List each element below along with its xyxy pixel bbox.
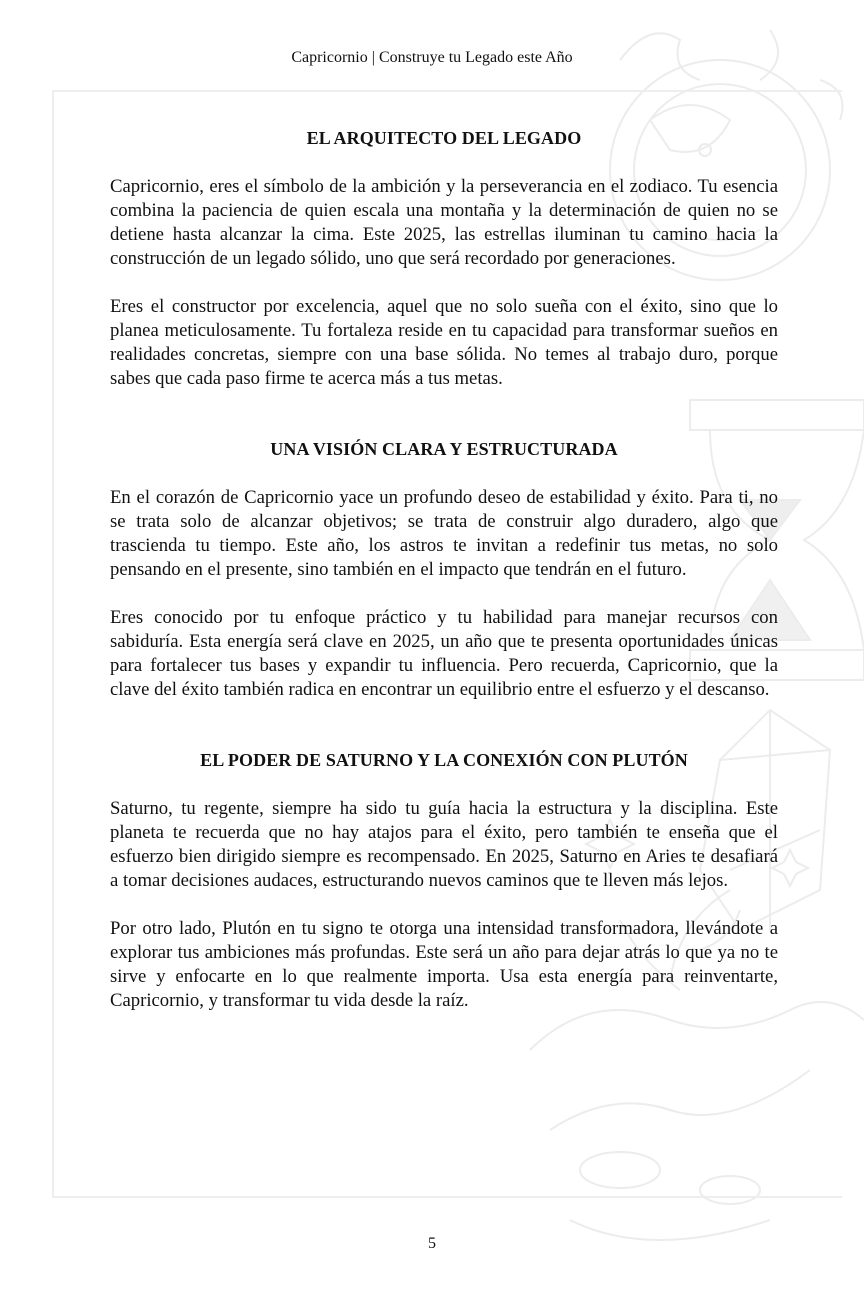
running-header: Capricornio | Construye tu Legado este Año: [291, 49, 573, 66]
paragraph: Por otro lado, Plutón en tu signo te otorga una intensidad transformadora, llevándote a explorar tus ambiciones más profundas. Este será un año para dejar atrás lo que ya no te sirve y enfocarte en lo que realmente importa. Usa esta energía para reinventarte, Capricornio, y transformar tu vida desde la raíz.: [110, 918, 778, 1011]
section-saturno: [110, 750, 778, 1013]
section-title: EL ARQUITECTO DEL LEGADO: [306, 128, 582, 148]
section-vision: [110, 439, 778, 702]
paragraph: Capricornio, eres el símbolo de la ambición y la perseverancia en el zodiaco. Tu esencia combina la paciencia de quien escala una montaña y la determinación de quien no se detiene hasta alcanzar la cima. Este 2025, las estrellas iluminan tu camino hacia la construcción de un legado sólido, uno que será recordado por generaciones.: [110, 176, 778, 269]
section-arquitecto: [110, 128, 778, 391]
section-title: EL PODER DE SATURNO Y LA CONEXIÓN CON PLUTÓN: [200, 750, 688, 770]
page-number: 5: [428, 1235, 436, 1252]
paragraph: En el corazón de Capricornio yace un profundo deseo de estabilidad y éxito. Para ti, no se trata solo de alcanzar objetivos; se trata de construir algo duradero, algo que trascienda tu tiempo. Este año, los astros te invitan a redefinir tus metas, no solo pensando en el presente, sino también en el impacto que tendrán en el futuro.: [110, 487, 778, 580]
page-content: [110, 128, 778, 1037]
paragraph: Saturno, tu regente, siempre ha sido tu guía hacia la estructura y la disciplina. Este planeta te recuerda que no hay atajos para el éxito, pero también te enseña que el esfuerzo bien dirigido siempre es recompensado. En 2025, Saturno en Aries te desafiará a tomar decisiones audaces, estructurando nuevos caminos que te lleven más lejos.: [110, 798, 778, 891]
paragraph: Eres conocido por tu enfoque práctico y tu habilidad para manejar recursos con sabiduría. Esta energía será clave en 2025, un año que te presenta oportunidades únicas para fortalecer tus bases y expandir tu influencia. Pero recuerda, Capricornio, que la clave del éxito también radica en encontrar un equilibrio entre el esfuerzo y el descanso.: [110, 607, 778, 700]
section-title: UNA VISIÓN CLARA Y ESTRUCTURADA: [270, 439, 618, 459]
paragraph: Eres el constructor por excelencia, aquel que no solo sueña con el éxito, sino que lo planea meticulosamente. Tu fortaleza reside en tu capacidad para transformar sueños en realidades concretas, siempre con una base sólida. No temes al trabajo duro, porque sabes que cada paso firme te acerca más a tus metas.: [110, 296, 778, 389]
